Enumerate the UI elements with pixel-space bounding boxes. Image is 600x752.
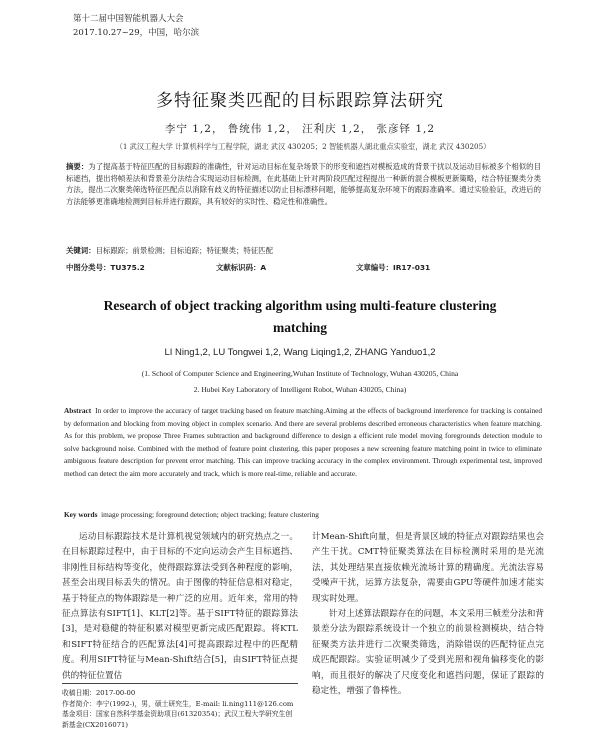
body-column-left: 运动目标跟踪技术是计算机视觉领域内的研究热点之一。在目标跟踪过程中，由于目标的不定向运动会产生目标遮挡、非刚性目标结构等变化，使得跟踪算法受到各种程度的影响，甚至会出现目标丢失的情况。由于图像的特征信息相对稳定，基于特征点的物体跟踪是一种广泛的应用。近年来，常用的特征点算法有SIFT[1]、KLT[2]等。基于SIFT特征的跟踪算法[3]，是对稳健的特征积累对模型更新完成匹配跟踪。将KTL和SIFT特征结合的匹配算法[4]可提高跟踪过程中的匹配精度。利用SIFT特征与Mean-Shift结合[5]，由SIFT特征点提供的特征位置估 [62, 532, 298, 681]
affiliation-english-1: (1. School of Computer Science and Engineering,Wuhan Institute of Technology, Wuhan 430205, China [141, 369, 459, 378]
keywords-english-label: Key words [64, 510, 98, 519]
footnote-author: 作者简介：李宁(1992-)，男，硕士研究生，E-mail: li.ning111@126.com [62, 699, 294, 708]
abstract-chinese-text: 为了提高基于特征匹配的目标跟踪的准确性，针对运动目标在复杂场景下的形变和遮挡对模板造成的背景干扰以及运动目标被多个相似的目标遮挡，提出将帧差法和背景差分法结合实现运动目标检测，在此基础上针对两阶段匹配过程提出一种新的混合模板更新策略，结合特征聚类分类方法，提出二次聚类筛选特征匹配点以消除有歧义的特征描述以防止目标漂移问题，能够提高复杂环境下的跟踪准确率。通过实验验证，改进后的方法能够更准确地检测到目标并进行跟踪，具有较好的实时性、稳定性和准确性。 [66, 162, 541, 206]
footnote-received: 收稿日期：2017-00-00 [62, 689, 136, 697]
body-paragraph: 计Mean-Shift向量，但是背景区域的特征点对跟踪结果也会产生干扰。CMT特征聚类算法在目标检测时采用的是光流法，其处理结果直接依赖光流场计算的精确度。光流法容易受噪声干扰，运算方法复杂，需要由GPU等硬件加速才能实现实时处理。 [312, 532, 544, 604]
footnote-divider [62, 683, 298, 684]
article-number-label: 文章编号： [356, 263, 393, 272]
abstract-english-text: In order to improve the accuracy of target tracking based on feature matching.Aiming at the effects of background interference for tracking is contained by deformation and blocking from moving object in complex scenario. And there are several problems described erroneous characteristics when feature matching. As for this problem, we propose Three Frames subtraction and background difference to design a efficient rule model moving foregrounds detection module to solve background noise. Combined with the method of feature point clustering, this paper proposes a new screening feature matching point in twice to eliminate ambiguous feature description for prevent error matching. This can improve tracking accuracy in the complex environment. Through experimental test, improved method can detect the aim more accurately and track, which is more real-time, reliable and accurate. [64, 406, 542, 478]
doc-code-value: A [260, 263, 267, 272]
body-paragraph: 针对上述算法跟踪存在的问题，本文采用三帧差分法和背景差分法为跟踪系统设计一个独立的前景检测模块，结合特征聚类方法并进行二次聚类筛选，消除错误的匹配特征点完成匹配跟踪。实验证明减少了受到光照和视角偏移变化的影响，而且很好的解决了尺度变化和遮挡问题，保证了跟踪的稳定性，增强了鲁棒性。 [312, 609, 544, 697]
abstract-english [64, 405, 542, 481]
keywords-chinese [66, 245, 541, 256]
affiliation-chinese: （1 武汉工程大学 计算机科学与工程学院，湖北 武汉 430205；2 智能机器人湖北重点实验室，湖北 武汉 430205） [115, 142, 491, 151]
clc-value: TU375.2 [110, 263, 145, 272]
authors-chinese: 李宁 1,2， 鲁统伟 1,2， 汪利庆 1,2， 张彦铎 1,2 [164, 123, 436, 135]
doc-code-label: 文献标识码： [216, 263, 261, 272]
page-title-english: Research of object tracking algorithm using multi-feature clustering matching [103, 298, 497, 335]
abstract-english-label: Abstract [64, 406, 92, 415]
abstract-chinese [66, 161, 541, 207]
authors-english: LI Ning1,2, LU Tongwei 1,2, Wang Liqing1,2, ZHANG Yanduo1,2 [164, 347, 436, 358]
abstract-chinese-label: 摘要： [66, 162, 89, 171]
footnote-fund: 基金项目：国家自然科学基金资助项目(61320354)；武汉工程大学研究生创新基金(CX2016071) [62, 710, 293, 729]
footnotes [62, 688, 298, 730]
affiliation-english-2: 2. Hubei Key Laboratory of Intelligent Robot, Wuhan 430205, China) [193, 385, 407, 394]
page-title-chinese: 多特征聚类匹配的目标跟踪算法研究 [156, 91, 444, 111]
keywords-english [64, 510, 542, 519]
conference-name: 第十二届中国智能机器人大会 [73, 14, 184, 24]
keywords-chinese-label: 关键词： [66, 246, 96, 255]
classification-row [66, 262, 541, 273]
article-number-value: IR17-031 [392, 263, 431, 272]
keywords-chinese-text: 目标跟踪；前景检测；目标追踪；特征聚类；特征匹配 [95, 246, 273, 255]
keywords-english-text: image processing; foreground detection; object tracking; feature clustering [101, 510, 319, 519]
body-column-right [312, 530, 544, 699]
conference-date-place: 2017.10.27~29，中国，哈尔滨 [73, 28, 200, 38]
clc-label: 中图分类号： [66, 263, 111, 272]
